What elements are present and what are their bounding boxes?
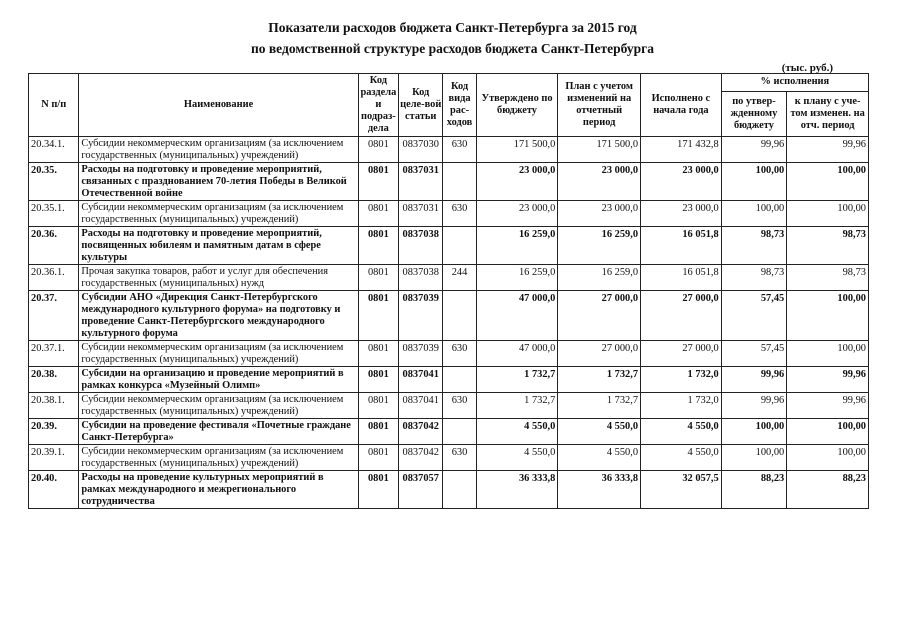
row-section-code: 0801	[358, 367, 398, 393]
row-pct-budget: 99,96	[721, 393, 787, 419]
row-approved: 171 500,0	[476, 137, 558, 163]
row-target-code: 0837057	[399, 471, 443, 509]
row-section-code: 0801	[358, 137, 398, 163]
row-target-code: 0837031	[399, 201, 443, 227]
row-target-code: 0837038	[399, 227, 443, 265]
table-row	[29, 201, 869, 227]
row-section-code: 0801	[358, 341, 398, 367]
row-executed: 171 432,8	[641, 137, 722, 163]
row-plan: 27 000,0	[558, 341, 641, 367]
row-type-code	[443, 419, 476, 445]
header-num: N п/п	[29, 74, 79, 137]
row-pct-plan: 99,96	[787, 393, 869, 419]
row-number: 20.40.	[29, 471, 79, 509]
row-executed: 1 732,0	[641, 367, 722, 393]
row-plan: 23 000,0	[558, 163, 641, 201]
document-subtitle: по ведомственной структуре расходов бюджета Санкт-Петербурга	[250, 41, 655, 56]
row-approved: 16 259,0	[476, 227, 558, 265]
row-name: Прочая закупка товаров, работ и услуг для обеспечения государственных (муниципальных) нужд	[79, 265, 358, 291]
row-executed: 4 550,0	[641, 445, 722, 471]
row-section-code: 0801	[358, 419, 398, 445]
row-name: Расходы на подготовку и проведение мероприятий, связанных с празднованием 70-летия Победы в Великой Отечественной войне	[79, 163, 358, 201]
row-plan: 1 732,7	[558, 367, 641, 393]
row-type-code	[443, 163, 476, 201]
row-section-code: 0801	[358, 445, 398, 471]
header-pct-plan: к плану с уче-том изменен. на отч. период	[787, 91, 869, 136]
row-plan: 16 259,0	[558, 265, 641, 291]
row-name: Субсидии на проведение фестиваля «Почетные граждане Санкт-Петербурга»	[79, 419, 358, 445]
header-type: Код вида рас-ходов	[443, 74, 476, 137]
row-pct-budget: 57,45	[721, 291, 787, 341]
row-type-code: 244	[443, 265, 476, 291]
row-pct-plan: 100,00	[787, 163, 869, 201]
table-row	[29, 163, 869, 201]
header-section: Код раздела и подраз-дела	[358, 74, 398, 137]
header-executed: Исполнено с начала года	[641, 74, 722, 137]
row-type-code: 630	[443, 137, 476, 163]
row-executed: 32 057,5	[641, 471, 722, 509]
row-type-code	[443, 471, 476, 509]
row-pct-plan: 99,96	[787, 137, 869, 163]
row-pct-plan: 88,23	[787, 471, 869, 509]
row-target-code: 0837031	[399, 163, 443, 201]
row-name: Субсидии некоммерческим организациям (за исключением государственных (муниципальных) учреждений)	[79, 393, 358, 419]
row-target-code: 0837041	[399, 393, 443, 419]
row-number: 20.36.1.	[29, 265, 79, 291]
row-executed: 23 000,0	[641, 201, 722, 227]
row-executed: 27 000,0	[641, 341, 722, 367]
row-name: Субсидии АНО «Дирекция Санкт-Петербургского международного культурного форума» на подготовку и проведение Санкт-Петербургского международного культурного форума	[79, 291, 358, 341]
row-executed: 27 000,0	[641, 291, 722, 341]
table-row	[29, 419, 869, 445]
row-section-code: 0801	[358, 291, 398, 341]
table-body	[29, 137, 869, 509]
row-pct-budget: 88,23	[721, 471, 787, 509]
row-executed: 16 051,8	[641, 265, 722, 291]
row-target-code: 0837042	[399, 445, 443, 471]
row-plan: 23 000,0	[558, 201, 641, 227]
row-target-code: 0837038	[399, 265, 443, 291]
row-pct-budget: 99,96	[721, 367, 787, 393]
row-plan: 27 000,0	[558, 291, 641, 341]
row-number: 20.34.1.	[29, 137, 79, 163]
row-approved: 23 000,0	[476, 163, 558, 201]
table-row	[29, 367, 869, 393]
row-number: 20.35.	[29, 163, 79, 201]
row-target-code: 0837039	[399, 291, 443, 341]
row-type-code: 630	[443, 445, 476, 471]
table-row	[29, 137, 869, 163]
row-type-code	[443, 291, 476, 341]
row-plan: 171 500,0	[558, 137, 641, 163]
document-title: Показатели расходов бюджета Санкт-Петербурга за 2015 год	[268, 20, 637, 35]
row-type-code: 630	[443, 393, 476, 419]
row-pct-budget: 99,96	[721, 137, 787, 163]
header-percent: % исполнения	[721, 74, 868, 92]
row-executed: 1 732,0	[641, 393, 722, 419]
row-number: 20.37.	[29, 291, 79, 341]
row-number: 20.39.	[29, 419, 79, 445]
row-plan: 4 550,0	[558, 419, 641, 445]
row-plan: 36 333,8	[558, 471, 641, 509]
row-pct-budget: 100,00	[721, 201, 787, 227]
row-pct-plan: 99,96	[787, 367, 869, 393]
table-row	[29, 393, 869, 419]
row-section-code: 0801	[358, 201, 398, 227]
row-section-code: 0801	[358, 265, 398, 291]
row-pct-plan: 98,73	[787, 265, 869, 291]
row-section-code: 0801	[358, 471, 398, 509]
table-row	[29, 471, 869, 509]
row-approved: 4 550,0	[476, 445, 558, 471]
row-name: Расходы на подготовку и проведение мероприятий, посвященных юбилеям и памятным датам в сфере культуры	[79, 227, 358, 265]
row-pct-budget: 100,00	[721, 163, 787, 201]
row-pct-budget: 98,73	[721, 227, 787, 265]
row-name: Расходы на проведение культурных мероприятий в рамках международного и межрегионального сотрудничества	[79, 471, 358, 509]
row-number: 20.39.1.	[29, 445, 79, 471]
table-row	[29, 341, 869, 367]
row-section-code: 0801	[358, 227, 398, 265]
row-name: Субсидии некоммерческим организациям (за исключением государственных (муниципальных) учреждений)	[79, 201, 358, 227]
header-pct-budget: по утвер-жденному бюджету	[721, 91, 787, 136]
row-plan: 1 732,7	[558, 393, 641, 419]
row-executed: 23 000,0	[641, 163, 722, 201]
row-pct-budget: 100,00	[721, 445, 787, 471]
row-target-code: 0837042	[399, 419, 443, 445]
row-pct-plan: 100,00	[787, 419, 869, 445]
row-number: 20.37.1.	[29, 341, 79, 367]
table-row	[29, 227, 869, 265]
row-approved: 23 000,0	[476, 201, 558, 227]
table-row	[29, 265, 869, 291]
row-approved: 1 732,7	[476, 367, 558, 393]
row-pct-plan: 100,00	[787, 341, 869, 367]
header-name: Наименование	[79, 74, 358, 137]
row-target-code: 0837030	[399, 137, 443, 163]
row-pct-plan: 98,73	[787, 227, 869, 265]
row-number: 20.38.	[29, 367, 79, 393]
row-approved: 16 259,0	[476, 265, 558, 291]
row-pct-budget: 98,73	[721, 265, 787, 291]
row-section-code: 0801	[358, 393, 398, 419]
row-target-code: 0837039	[399, 341, 443, 367]
row-approved: 1 732,7	[476, 393, 558, 419]
header-approved: Утверждено по бюджету	[476, 74, 558, 137]
row-approved: 47 000,0	[476, 341, 558, 367]
row-pct-plan: 100,00	[787, 291, 869, 341]
row-approved: 47 000,0	[476, 291, 558, 341]
row-number: 20.36.	[29, 227, 79, 265]
row-pct-plan: 100,00	[787, 445, 869, 471]
row-executed: 16 051,8	[641, 227, 722, 265]
row-type-code: 630	[443, 201, 476, 227]
budget-table	[28, 73, 869, 509]
row-plan: 4 550,0	[558, 445, 641, 471]
row-target-code: 0837041	[399, 367, 443, 393]
row-name: Субсидии некоммерческим организациям (за исключением государственных (муниципальных) учреждений)	[79, 341, 358, 367]
row-executed: 4 550,0	[641, 419, 722, 445]
row-name: Субсидии некоммерческим организациям (за исключением государственных (муниципальных) учреждений)	[79, 137, 358, 163]
row-number: 20.35.1.	[29, 201, 79, 227]
table-row	[29, 445, 869, 471]
row-name: Субсидии на организацию и проведение мероприятий в рамках конкурса «Музейный Олимп»	[79, 367, 358, 393]
row-number: 20.38.1.	[29, 393, 79, 419]
row-plan: 16 259,0	[558, 227, 641, 265]
row-name: Субсидии некоммерческим организациям (за исключением государственных (муниципальных) учреждений)	[79, 445, 358, 471]
header-target: Код целе-вой статьи	[399, 74, 443, 137]
row-pct-budget: 100,00	[721, 419, 787, 445]
row-pct-budget: 57,45	[721, 341, 787, 367]
row-pct-plan: 100,00	[787, 201, 869, 227]
header-plan: План с учетом изменений на отчетный период	[558, 74, 641, 137]
row-type-code	[443, 367, 476, 393]
units-label: (тыс. руб.)	[781, 62, 833, 74]
row-approved: 36 333,8	[476, 471, 558, 509]
row-type-code	[443, 227, 476, 265]
row-section-code: 0801	[358, 163, 398, 201]
row-type-code: 630	[443, 341, 476, 367]
table-row	[29, 291, 869, 341]
row-approved: 4 550,0	[476, 419, 558, 445]
